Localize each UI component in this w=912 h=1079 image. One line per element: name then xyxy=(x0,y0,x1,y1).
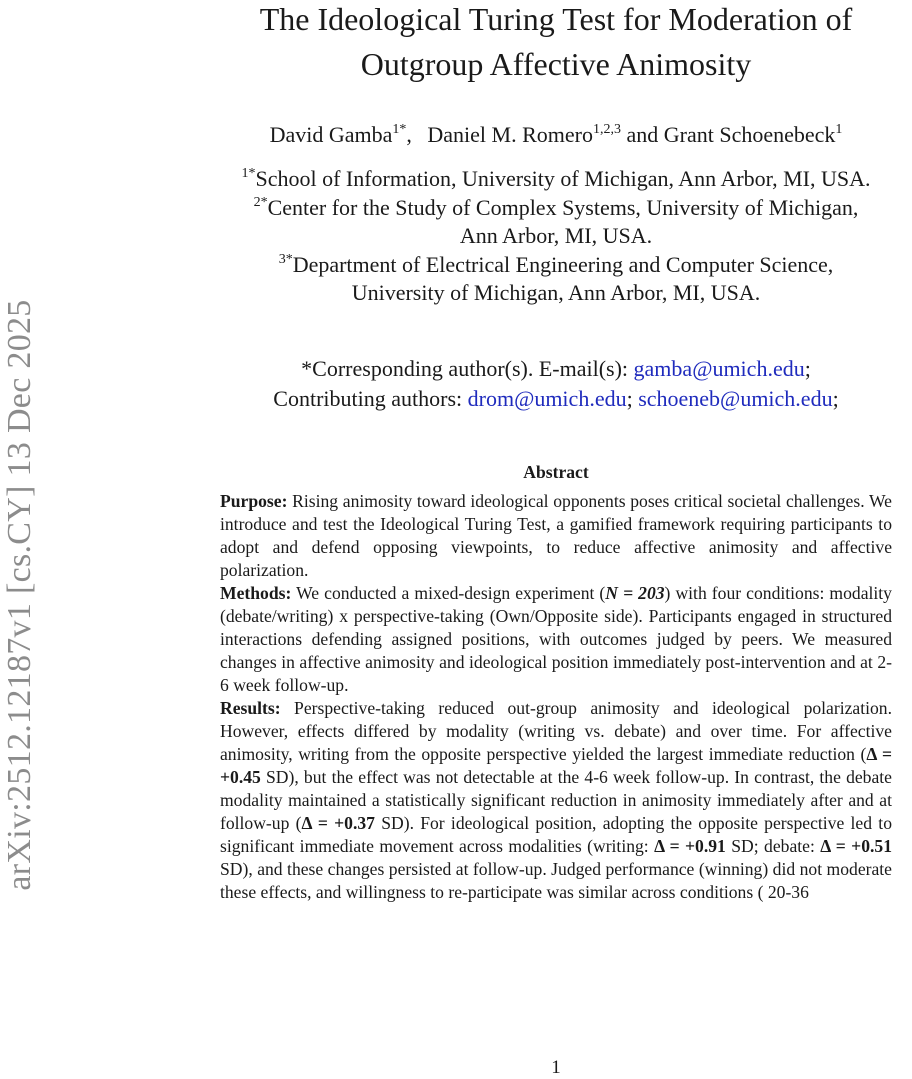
affiliation-text: School of Information, University of Michigan, Ann Arbor, MI, USA. xyxy=(255,166,871,191)
abstract xyxy=(220,461,892,904)
affiliation-list xyxy=(200,165,912,308)
arxiv-identifier: arXiv:2512.12187v1 [cs.CY] 13 Dec 2025 xyxy=(1,299,38,891)
methods-text: ) with four conditions: modality (debate/writing) x perspective-taking (Own/Opposite side). Participants engaged in structured interactions defending assigned positions, with outcomes judged by peers. We measured changes in affective animosity and ideological position immediately post-intervention and at 2-6 week follow-up. xyxy=(220,583,892,695)
affiliation xyxy=(200,165,912,194)
affiliation-text: Department of Electrical Engineering and Computer Science, xyxy=(292,251,834,277)
affiliation-text: Center for the Study of Complex Systems, University of Michigan, xyxy=(267,194,859,220)
contributing-authors-label: Contributing authors: xyxy=(273,386,463,411)
author-list: David Gamba$^{1*}$, Daniel M. Romero$^{1,2,3}$ and Grant Schoenebeck$^1$ xyxy=(269,122,843,147)
results-label: Results: xyxy=(220,698,281,718)
affiliation-mark: 3* xyxy=(278,251,293,267)
author-joiner: and xyxy=(626,122,659,147)
author-affiliation-mark: 1 xyxy=(835,122,843,137)
results-text: Perspective-taking reduced out-group animosity and ideological polarization. However, effects differed by modality (writing vs. debate) and over time. For affective animosity, writing from the opposite perspective yielded the largest immediate reduction ( xyxy=(220,698,892,764)
author-name: Grant Schoenebeck xyxy=(663,122,836,147)
affiliation xyxy=(200,251,912,308)
corresponding-email-link[interactable]: gamba@umich.edu xyxy=(633,356,805,381)
methods-label: Methods: xyxy=(220,583,292,603)
effect-size: Δ = +0.37 xyxy=(301,813,375,833)
affiliation-text: University of Michigan, Ann Arbor, MI, USA. xyxy=(351,280,761,306)
effect-size: Δ = +0.51 xyxy=(820,836,892,856)
purpose-text: Rising animosity toward ideological opponents poses critical societal challenges. We introduce and test the Ideological Turing Test, a gamified framework requiring participants to adopt and defend opposing viewpoints, to reduce affective animosity and affective polarization. xyxy=(220,491,892,580)
contributing-email-link[interactable]: schoeneb@umich.edu xyxy=(638,386,833,411)
affiliation-text: Ann Arbor, MI, USA. xyxy=(459,223,653,249)
paper-title xyxy=(200,0,912,87)
sample-size: N = 203 xyxy=(605,583,665,603)
corresponding-author-label: *Corresponding author(s). E-mail(s): xyxy=(301,356,629,381)
abstract-heading: Abstract xyxy=(523,462,589,482)
author-affiliation-mark: 1,2,3 xyxy=(592,122,621,137)
arxiv-stamp xyxy=(0,0,40,1076)
contributing-email-link[interactable]: drom@umich.edu xyxy=(467,386,627,411)
results-text: SD; debate: xyxy=(725,836,821,856)
author-affiliation-mark: 1* xyxy=(392,122,407,137)
purpose-label: Purpose: xyxy=(220,491,288,511)
affiliation-mark: 2* xyxy=(253,194,268,210)
affiliation-mark: 1* xyxy=(241,166,256,181)
results-text: SD), but the effect was not detectable at the 4-6 week follow-up. In contrast, the debate modality maintained a statistically significant reduction in animosity immediately after and at follow-up ( xyxy=(220,767,892,833)
author-name: Daniel M. Romero xyxy=(427,122,593,147)
results-text: SD), and these changes persisted at follow-up. Judged performance (winning) did not moderate these effects, and willingness to re-participate was similar across conditions ( 20-36 xyxy=(220,859,892,902)
paper-title-line-2: Outgroup Affective Animosity xyxy=(360,46,752,82)
abstract-results xyxy=(220,697,892,904)
author-name: David Gamba xyxy=(269,122,393,147)
abstract-methods xyxy=(220,582,892,697)
effect-size: Δ = +0.91 xyxy=(654,836,726,856)
paper-title-line-1: The Ideological Turing Test for Moderation of xyxy=(259,1,853,37)
page-number: 1 xyxy=(551,1057,561,1078)
results-text: SD). For ideological position, adopting the opposite perspective led to significant immediate movement across modalities (writing: xyxy=(220,813,892,856)
effect-size: Δ = +0.45 xyxy=(220,744,892,787)
affiliation xyxy=(200,194,912,251)
abstract-purpose xyxy=(220,490,892,582)
methods-text: We conducted a mixed-design experiment ( xyxy=(296,583,606,603)
contact-info: *Corresponding author(s). E-mail(s): gamba@umich.edu; Contributing authors: drom@umich.edu; schoeneb@umich.edu; xyxy=(273,356,839,411)
